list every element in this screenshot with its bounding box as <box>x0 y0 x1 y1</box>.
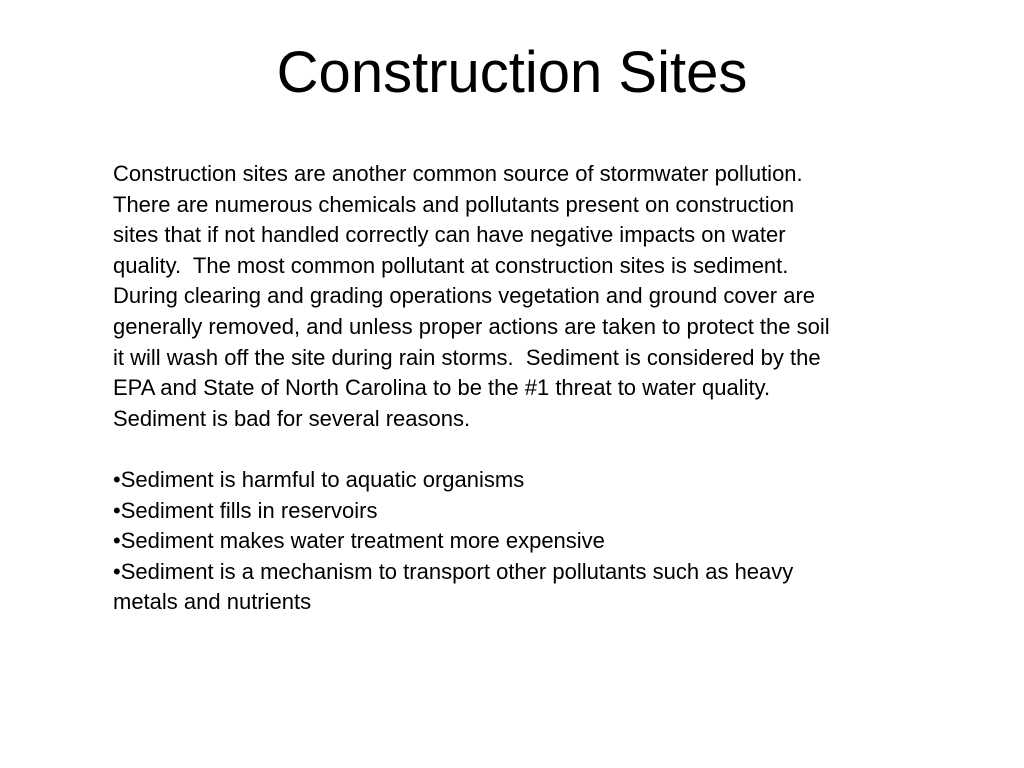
bullet-item-continuation: metals and nutrients <box>113 589 312 615</box>
bullet-item: •Sediment is a mechanism to transport other pollutants such as heavy <box>113 558 794 584</box>
spacer <box>113 434 973 465</box>
slide-body <box>113 159 973 618</box>
bullet-item: •Sediment fills in reservoirs <box>113 497 378 523</box>
bullet-item: •Sediment makes water treatment more expensive <box>113 528 605 554</box>
intro-paragraph <box>113 159 973 434</box>
paragraph-line: Sediment is bad for several reasons. <box>113 405 471 431</box>
paragraph-line: EPA and State of North Carolina to be the #1 threat to water quality. <box>113 375 771 401</box>
paragraph-line: During clearing and grading operations vegetation and ground cover are <box>113 283 816 309</box>
paragraph-line: There are numerous chemicals and pollutants present on construction <box>113 191 795 217</box>
bullet-item: •Sediment is harmful to aquatic organisms <box>113 466 525 492</box>
paragraph-line: sites that if not handled correctly can have negative impacts on water <box>113 222 786 248</box>
paragraph-line: it will wash off the site during rain storms. Sediment is considered by the <box>113 344 821 370</box>
paragraph-line: Construction sites are another common source of stormwater pollution. <box>113 161 803 186</box>
slide-title: Construction Sites <box>276 40 748 105</box>
bullet-list <box>113 465 973 618</box>
paragraph-line: generally removed, and unless proper actions are taken to protect the soil <box>113 313 830 339</box>
paragraph-line: quality. The most common pollutant at construction sites is sediment. <box>113 252 789 278</box>
